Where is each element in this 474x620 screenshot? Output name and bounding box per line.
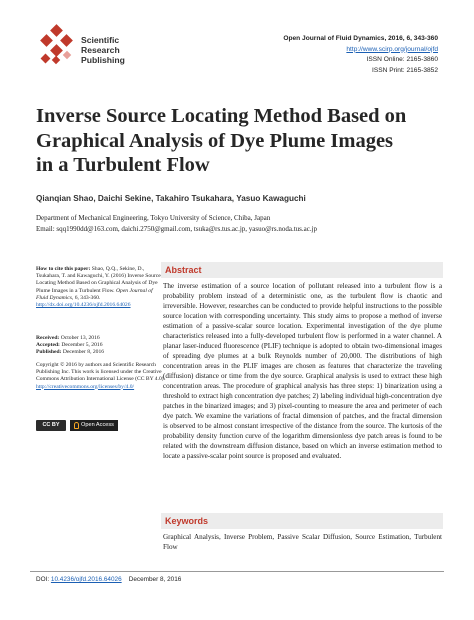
paper-title: Inverse Source Locating Method Based on Graphical Analysis of Dye Plume Images in a Turbulent Flow (36, 105, 407, 176)
keywords-header (161, 513, 443, 529)
open-lock-icon (74, 422, 79, 429)
footer-doi-link[interactable]: 10.4236/ojfd.2016.64026 (50, 576, 122, 583)
license-block: Copyright © 2016 by authors and Scientific Research Publishing Inc. This work is licensed under the Creative Commons Attribution International License (CC BY 4.0). http://creativecommons.org/licenses/by/4.0/ (36, 362, 166, 390)
issn-online: ISSN Online: 2165-3860 (366, 56, 438, 63)
footer-divider (30, 571, 444, 572)
author-emails: Email: sqq1990dd@163.com, daichi.2750@gmail.com, tsuka@rs.tus.ac.jp, yasuo@rs.noda.tus.ac.jp (36, 225, 318, 233)
abstract-header (161, 262, 443, 278)
publisher-logo[interactable] (38, 24, 188, 74)
citation-block: How to cite this paper: Shao, Q.Q., Sekine, D., Tsukahara, T. and Kawaguchi, Y. (2016) Inverse Source Locating Method Based on Graphical Analysis of Dye Plume Images in a Turbulent Flow. Open Journal of Fluid Dynamics, 6, 343-360. http://dx.doi.org/10.4236/ojfd.2016.64026 (36, 266, 161, 309)
publisher-name: Scientific Research Publishing (81, 35, 125, 65)
citation-doi-link[interactable]: http://dx.doi.org/10.4236/ojfd.2016.64026 (36, 302, 131, 309)
journal-title: Open Journal of Fluid Dynamics, 2016, 6, 343-360 (283, 35, 438, 42)
journal-url-link[interactable]: http://www.scirp.org/journal/ojfd (346, 45, 438, 53)
abstract-heading: Abstract (165, 265, 202, 275)
open-access-badge: Open Access (70, 420, 118, 431)
keywords-heading: Keywords (165, 516, 209, 526)
scirp-logo-icon (38, 24, 78, 66)
footer-date: December 8, 2016 (128, 576, 182, 583)
license-link[interactable]: http://creativecommons.org/licenses/by/4.0/ (36, 383, 135, 390)
license-badges (36, 419, 118, 431)
dates-block: Received: October 13, 2016 Accepted: December 5, 2016 Published: December 8, 2016 (36, 335, 105, 356)
cc-by-badge[interactable]: CC BY (36, 420, 66, 431)
author-list: Qianqian Shao, Daichi Sekine, Takahiro Tsukahara, Yasuo Kawaguchi (36, 194, 306, 203)
footer: DOI: 10.4236/ojfd.2016.64026 December 8, 2016 (36, 576, 182, 583)
journal-info (283, 34, 438, 76)
issn-print: ISSN Print: 2165-3852 (372, 66, 438, 74)
affiliation: Department of Mechanical Engineering, Tokyo University of Science, Chiba, Japan (36, 214, 271, 222)
keywords-text: Graphical Analysis, Inverse Problem, Passive Scalar Diffusion, Source Estimation, Turbulent Flow (163, 533, 442, 551)
abstract-text: The inverse estimation of a source location of pollutant released into a turbulent flow is a probability problem instead of a deterministic one, as the turbulent flow is chaotic and irreversible. However, researches can be conducted to provide helpful instructions to the possible source location with corresponding uncertainty. This study aims to propose a method of inverse estimation of a passive-scalar source location. Experimental investigation of the dye plume characteristics released into a fully-developed turbulent flow is performed in a water channel. A planar laser-induced fluorescence (PLIF) technique is adopted to obtain two-dimensional images of spreading dye plumes at a bulk Reynolds number of 20,000. The distributions of high concentration areas in the PLIF images are chosen as features that characterize the traveling (diffusion) distance or time from the dye source. Graphical analysis is used to extract these high concentration areas. The procedure of graphical analysis has three steps: 1) binarization using a threshold to extract high concentration dye patches; 2) labeling individual high-concentration dye patches in the binarized images; and 3) pixel-counting to measure the area and perimeter of each dye patch. We examine the variations of fractal dimension of patches, and the fractal dimension is observed to be almost constant irrespective of the distance from the source. The kurtosis of the probability density function curve of the logarithm dimensionless dye patch areas is found to be related with the downstream diffusion distance, based on which an inverse estimation method to locate a passive-scalar point source is proposed and evaluated. (163, 282, 442, 460)
